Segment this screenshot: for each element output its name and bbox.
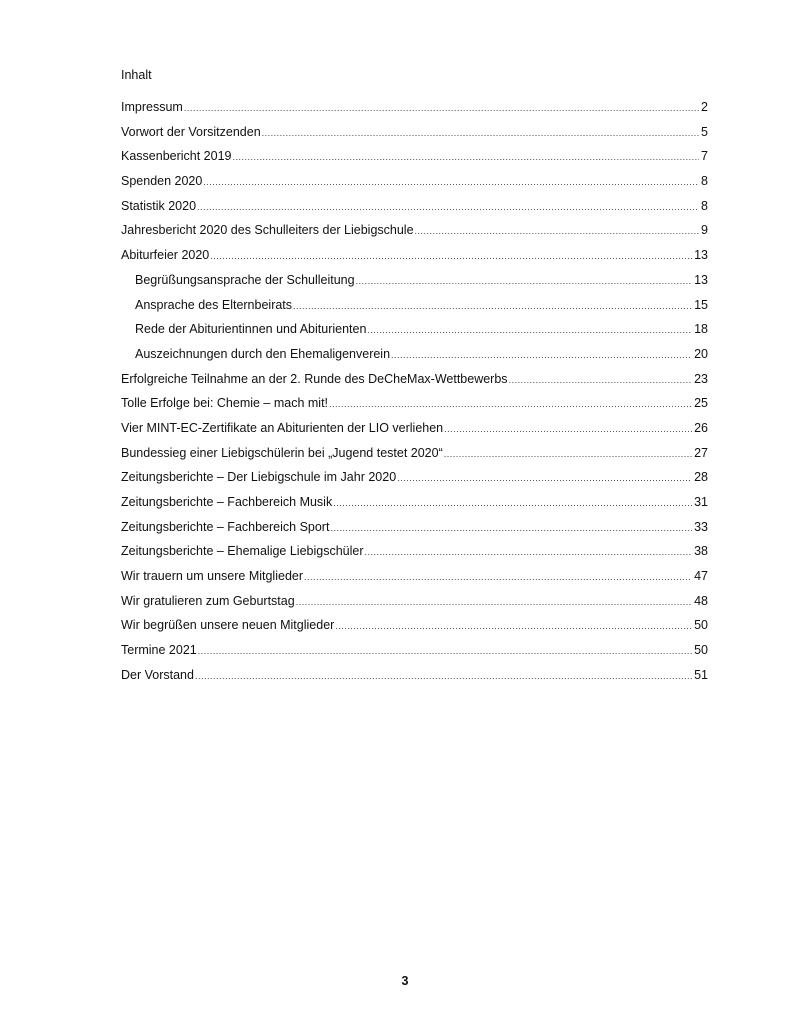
toc-entry-title[interactable]: Vier MINT-EC-Zertifikate an Abiturienten der LIO verliehen	[121, 420, 444, 435]
toc-dot-leader	[356, 269, 693, 293]
toc-entry-title[interactable]: Jahresbericht 2020 des Schulleiters der Liebigschule	[121, 223, 414, 238]
toc-entry-page[interactable]: 38	[694, 544, 708, 559]
toc-heading: Inhalt	[121, 68, 152, 82]
toc-entry[interactable]	[121, 194, 708, 219]
toc-dot-leader	[391, 343, 692, 367]
toc-entry[interactable]	[121, 539, 708, 564]
toc-dot-leader	[195, 664, 692, 688]
toc-entry-page[interactable]: 26	[694, 420, 708, 435]
toc-entry-page[interactable]: 18	[694, 322, 708, 337]
toc-entry-page[interactable]: 50	[694, 643, 708, 658]
toc-dot-leader	[262, 121, 699, 145]
toc-entry-title[interactable]: Auszeichnungen durch den Ehemaligenverein	[135, 346, 391, 361]
page-number: 3	[401, 974, 409, 988]
toc-dot-leader	[444, 417, 692, 441]
toc-entry-title[interactable]: Statistik 2020	[121, 198, 197, 213]
toc-entry-page[interactable]: 5	[701, 124, 708, 139]
toc-dot-leader	[415, 219, 700, 243]
toc-entry[interactable]	[121, 416, 708, 441]
toc-dot-leader	[210, 244, 692, 268]
toc-entry[interactable]	[121, 218, 708, 243]
toc-entry-title[interactable]: Zeitungsberichte – Fachbereich Sport	[121, 519, 330, 534]
toc-entry[interactable]	[121, 95, 708, 120]
toc-entry-page[interactable]: 47	[694, 569, 708, 584]
toc-dot-leader	[184, 96, 699, 120]
toc-entry-title[interactable]: Tolle Erfolge bei: Chemie – mach mit!	[121, 396, 329, 411]
toc-entry-title[interactable]: Wir gratulieren zum Geburtstag	[121, 593, 295, 608]
toc-dot-leader	[367, 318, 692, 342]
toc-entry-title[interactable]: Der Vorstand	[121, 667, 194, 682]
toc-entry-page[interactable]: 51	[694, 667, 708, 682]
toc-entry-title[interactable]: Wir begrüßen unsere neuen Mitglieder	[121, 618, 335, 633]
toc-dot-leader	[397, 466, 692, 490]
toc-entry[interactable]	[121, 638, 708, 663]
toc-dot-leader	[444, 442, 692, 466]
toc-dot-leader	[203, 170, 699, 194]
toc-entry[interactable]	[121, 663, 708, 688]
toc-entry[interactable]	[121, 613, 708, 638]
toc-entry-page[interactable]: 8	[701, 174, 708, 189]
toc-dot-leader	[304, 565, 692, 589]
toc-entry-title[interactable]: Impressum	[121, 100, 183, 114]
toc-entry[interactable]	[121, 441, 708, 466]
toc-dot-leader	[296, 590, 692, 614]
toc-entry[interactable]	[121, 589, 708, 614]
toc-entry-page[interactable]: 9	[701, 223, 708, 238]
toc-entry-page[interactable]: 8	[701, 198, 708, 213]
toc-dot-leader	[365, 540, 693, 564]
toc-dot-leader	[333, 491, 692, 515]
toc-entry[interactable]	[121, 120, 708, 145]
toc-entry-page[interactable]: 7	[701, 149, 708, 164]
toc-entry-page[interactable]: 50	[694, 618, 708, 633]
toc-entry-page[interactable]: 15	[694, 297, 708, 312]
toc-entry-page[interactable]: 13	[694, 248, 708, 263]
toc-entry-title[interactable]: Vorwort der Vorsitzenden	[121, 124, 261, 139]
toc-entry-title[interactable]: Kassenbericht 2019	[121, 149, 232, 164]
toc-entry[interactable]	[121, 317, 708, 342]
toc-entry[interactable]	[121, 465, 708, 490]
toc-entry-title[interactable]: Ansprache des Elternbeirats	[135, 297, 293, 312]
toc-entry[interactable]	[121, 169, 708, 194]
toc-dot-leader	[233, 145, 700, 169]
toc-entry-page[interactable]: 27	[694, 445, 708, 460]
toc-entry[interactable]	[121, 268, 708, 293]
toc-entry-page[interactable]: 48	[694, 593, 708, 608]
toc-entry[interactable]	[121, 391, 708, 416]
toc-entry-title[interactable]: Zeitungsberichte – Ehemalige Liebigschüler	[121, 544, 364, 559]
toc-dot-leader	[293, 294, 692, 318]
toc-dot-leader	[509, 368, 693, 392]
toc-entry[interactable]	[121, 564, 708, 589]
toc-entry-page[interactable]: 33	[694, 519, 708, 534]
toc-entry-title[interactable]: Bundessieg einer Liebigschülerin bei „Jugend testet 2020“	[121, 445, 443, 460]
toc-dot-leader	[197, 195, 699, 219]
toc-entry-title[interactable]: Zeitungsberichte – Der Liebigschule im Jahr 2020	[121, 470, 397, 485]
toc-entry-title[interactable]: Termine 2021	[121, 643, 197, 658]
toc-entry-title[interactable]: Spenden 2020	[121, 174, 203, 189]
toc-entry-page[interactable]: 28	[694, 470, 708, 485]
toc-dot-leader	[329, 392, 692, 416]
toc-entry[interactable]	[121, 490, 708, 515]
toc-entry[interactable]	[121, 144, 708, 169]
toc-entry-title[interactable]: Rede der Abiturientinnen und Abiturienten	[135, 322, 367, 337]
toc-entry-page[interactable]: 20	[694, 346, 708, 361]
toc-entry[interactable]	[121, 367, 708, 392]
toc-entry[interactable]	[121, 342, 708, 367]
toc-entry[interactable]	[121, 243, 708, 268]
toc-entry-title[interactable]: Begrüßungsansprache der Schulleitung	[135, 272, 355, 287]
toc-entry-page[interactable]: 31	[694, 495, 708, 509]
toc-entry-title[interactable]: Zeitungsberichte – Fachbereich Musik	[121, 495, 333, 509]
toc-entry-title[interactable]: Erfolgreiche Teilnahme an der 2. Runde des DeCheMax-Wettbewerbs	[121, 371, 508, 386]
toc-entry-page[interactable]: 25	[694, 396, 708, 411]
toc-entry-page[interactable]: 23	[694, 371, 708, 386]
toc-entry-page[interactable]: 13	[694, 272, 708, 287]
toc-entry-page[interactable]: 2	[701, 100, 708, 114]
toc-dot-leader	[330, 516, 692, 540]
toc-entry-title[interactable]: Abiturfeier 2020	[121, 248, 210, 263]
toc-entry-title[interactable]: Wir trauern um unsere Mitglieder	[121, 569, 304, 584]
toc-dot-leader	[198, 639, 692, 663]
toc-entry[interactable]	[121, 515, 708, 540]
table-of-contents	[121, 95, 708, 688]
toc-dot-leader	[335, 614, 692, 638]
toc-entry[interactable]	[121, 293, 708, 318]
